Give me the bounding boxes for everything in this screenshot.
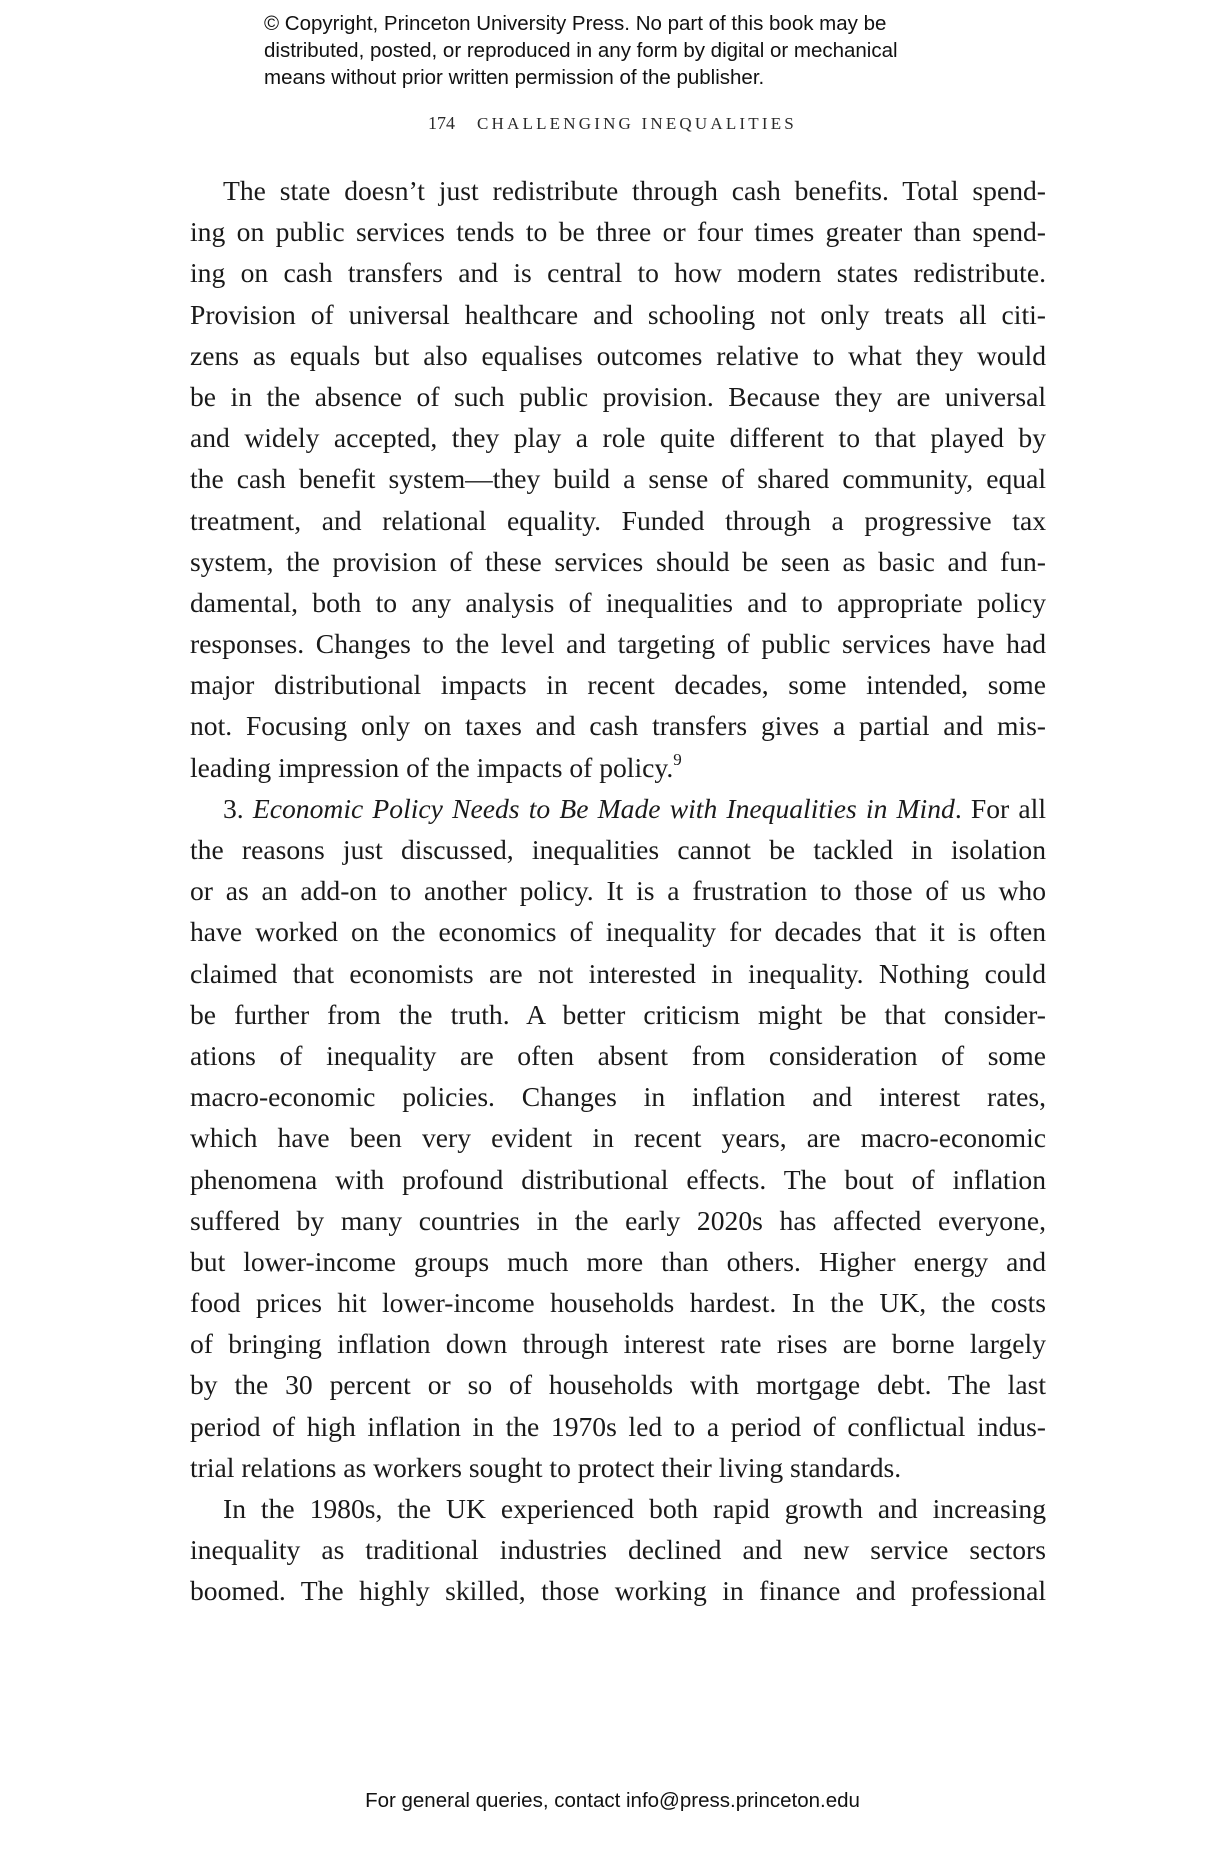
paragraph xyxy=(190,788,1046,1488)
text-line: system, the provision of these services should be seen as basic and fun- xyxy=(190,545,1046,577)
text-line: of bringing inflation down through interest rate rises are borne largely xyxy=(190,1328,1046,1360)
page-number: 174 xyxy=(428,113,456,133)
text-line-content: leading impression of the impacts of policy. xyxy=(190,751,674,783)
text-line: by the 30 percent or so of households with mortgage debt. The last xyxy=(190,1369,1046,1401)
copyright-line: means without prior written permission of the publisher. xyxy=(264,66,765,89)
book-title: CHALLENGING INEQUALITIES xyxy=(477,114,797,133)
copyright-notice xyxy=(264,10,984,91)
text-line: or as an add-on to another policy. It is a frustration to those of us who xyxy=(190,875,1046,907)
text-line: Provision of universal healthcare and schooling not only treats all citi- xyxy=(190,298,1046,330)
text-line: food prices hit lower-income households hardest. In the UK, the costs xyxy=(190,1287,1046,1319)
text-line: treatment, and relational equality. Funded through a progressive tax xyxy=(190,504,1046,536)
text-line: the reasons just discussed, inequalities cannot be tackled in isolation xyxy=(190,834,1046,865)
copyright-line: © Copyright, Princeton University Press. No part of this book may be xyxy=(264,12,887,35)
text-line: but lower-income groups much more than others. Higher energy and xyxy=(190,1245,1046,1277)
text-line: damental, both to any analysis of inequalities and to appropriate policy xyxy=(190,586,1046,618)
text-line: suffered by many countries in the early 2020s has affected everyone, xyxy=(190,1204,1046,1236)
text-line: and widely accepted, they play a role quite different to that played by xyxy=(190,422,1046,454)
text-line: not. Focusing only on taxes and cash transfers gives a partial and mis- xyxy=(190,710,1046,742)
text-line: be in the absence of such public provision. Because they are universal xyxy=(190,380,1046,412)
footer-contact: For general queries, contact info@press.princeton.edu xyxy=(365,1789,860,1812)
text-line: ing on public services tends to be three or four times greater than spend- xyxy=(190,216,1046,248)
text-line: the cash benefit system—they build a sense of shared community, equal xyxy=(190,463,1046,495)
text-line-content: . For all xyxy=(954,792,1047,824)
text-line: The state doesn’t just redistribute through cash benefits. Total spend- xyxy=(223,175,1046,206)
body-text xyxy=(190,170,1046,1612)
text-line: phenomena with profound distributional effects. The bout of inflation xyxy=(190,1163,1046,1195)
text-line: which have been very evident in recent years, are macro-economic xyxy=(190,1122,1046,1154)
text-line: be further from the truth. A better criticism might be that consider- xyxy=(190,998,1046,1030)
running-head xyxy=(0,113,1225,134)
text-line xyxy=(190,747,1046,788)
text-line: major distributional impacts in recent decades, some intended, some xyxy=(190,669,1046,701)
text-line: boomed. The highly skilled, those working in finance and professional xyxy=(190,1575,1046,1607)
paragraph xyxy=(190,170,1046,788)
copyright-line: distributed, posted, or reproduced in any form by digital or mechanical xyxy=(264,39,898,62)
text-line: inequality as traditional industries declined and new service sectors xyxy=(190,1534,1046,1566)
text-line: period of high inflation in the 1970s led to a period of conflictual indus- xyxy=(190,1410,1046,1442)
footnote-marker[interactable]: 9 xyxy=(673,749,682,769)
text-line: ing on cash transfers and is central to how modern states redistribute. xyxy=(190,257,1046,289)
paragraph xyxy=(190,1488,1046,1612)
text-line xyxy=(190,788,1046,829)
section-heading: Economic Policy Needs to Be Made with Inequalities in Mind xyxy=(252,792,955,824)
text-line: In the 1980s, the UK experienced both rapid growth and increasing xyxy=(223,1493,1046,1524)
text-line: claimed that economists are not interested in inequality. Nothing could xyxy=(190,957,1046,989)
text-line: responses. Changes to the level and targeting of public services have had xyxy=(190,628,1046,660)
text-line: trial relations as workers sought to protect their living standards. xyxy=(190,1451,902,1483)
text-line: ations of inequality are often absent from consideration of some xyxy=(190,1039,1046,1071)
list-number: 3. xyxy=(223,792,244,824)
text-line: macro-economic policies. Changes in inflation and interest rates, xyxy=(190,1081,1046,1113)
text-line: have worked on the economics of inequality for decades that it is often xyxy=(190,916,1046,948)
text-line: zens as equals but also equalises outcomes relative to what they would xyxy=(190,339,1046,371)
